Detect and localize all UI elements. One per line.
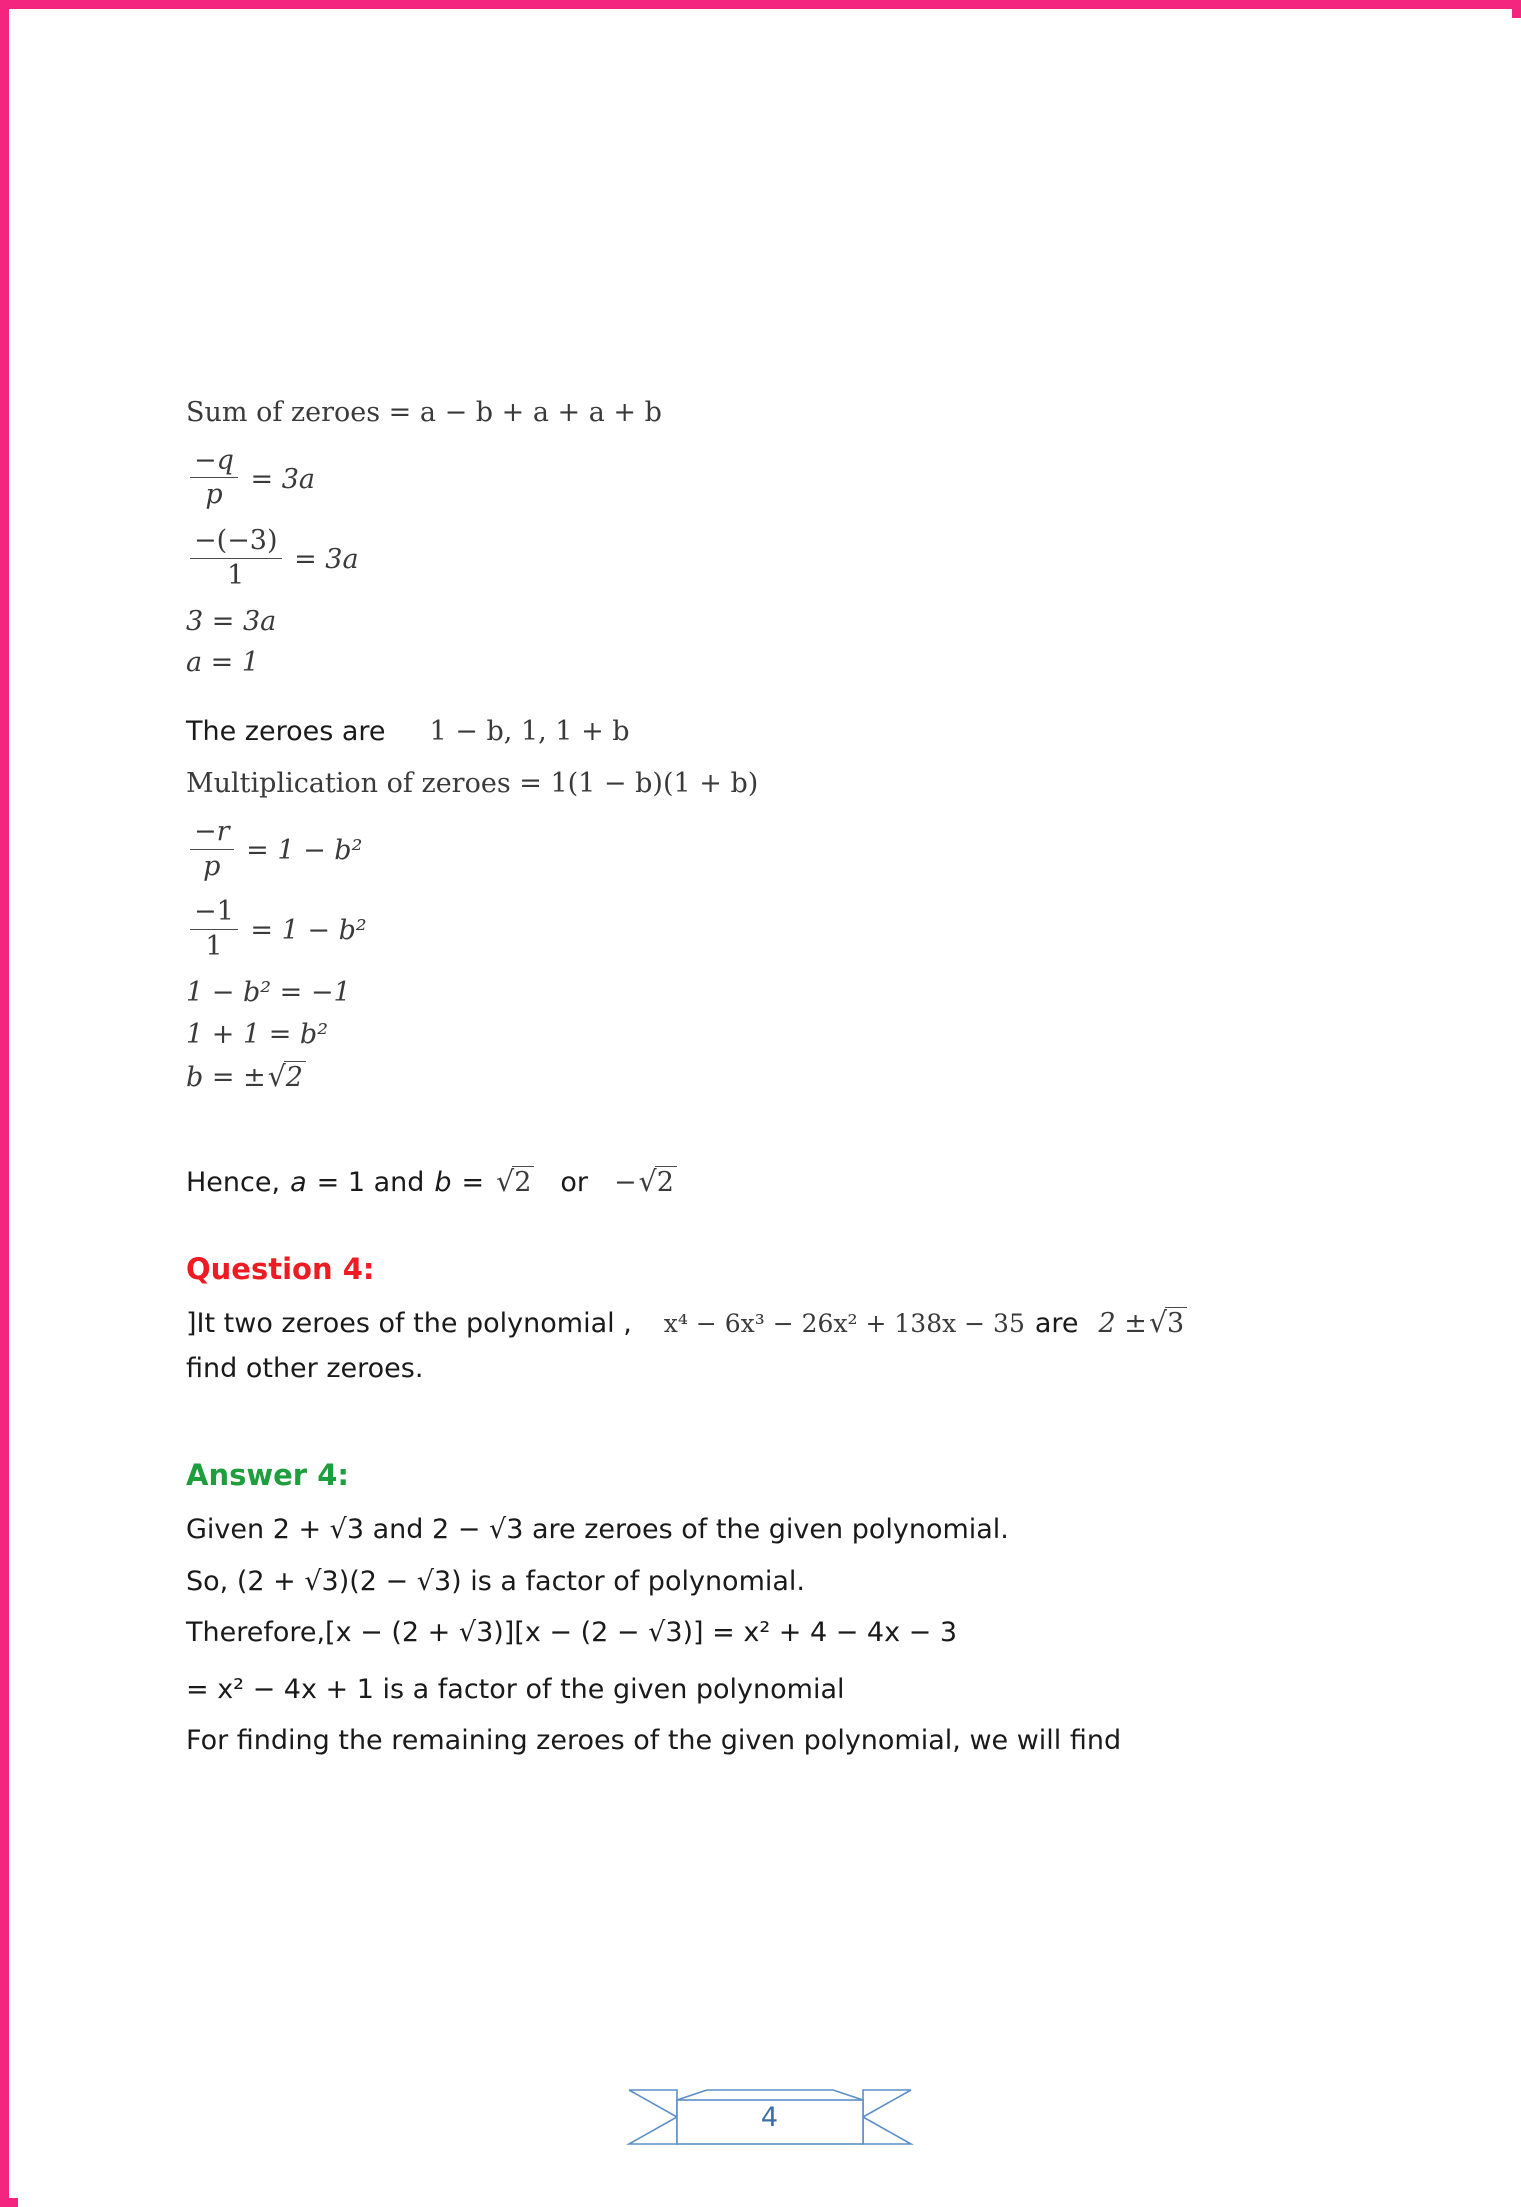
question-4-polynomial: x⁴ − 6x³ − 26x² + 138x − 35 [663, 1309, 1025, 1339]
sqrt-symbol: √2 [266, 1061, 306, 1093]
zeroes-label: The zeroes are [186, 716, 386, 748]
fraction-denominator: 1 [205, 931, 223, 963]
answer-4-line: Given 2 + √3 and 2 − √3 are zeroes of the given polynomial. [186, 1514, 1009, 1546]
equation-text: 3 = 3a [186, 605, 277, 637]
equation-1-plus-1-equals-b-squared [186, 1020, 1366, 1050]
hence-neg-sqrt2: −√2 [614, 1166, 677, 1198]
page-number: 4 [760, 2101, 779, 2133]
answer-4-line: Therefore,[x − (2 + √3)][x − (2 − √3)] = x² + 4 − 4x − 3 [186, 1616, 958, 1648]
fraction-numerator: −1 [190, 895, 238, 930]
fraction-denominator: 1 [227, 559, 245, 591]
equation-multiplication-of-zeroes [186, 769, 1366, 799]
zeroes-values: 1 − b, 1, 1 + b [429, 716, 630, 748]
equation-minus-1-over-1 [186, 897, 1366, 966]
equation-text: Multiplication of zeroes = 1(1 − b)(1 + b) [186, 768, 759, 800]
answer-4-line: So, (2 + √3)(2 − √3) is a factor of polynomial. [186, 1565, 806, 1597]
hence-a-value: = 1 and [316, 1166, 425, 1198]
hence-a-variable: a [290, 1166, 307, 1198]
question-4-roots: 2 ±√3 [1099, 1307, 1188, 1339]
equation-sum-of-zeroes [186, 398, 1366, 428]
question-4-heading: Question 4: [186, 1252, 375, 1287]
sqrt-radicand: 3 [1165, 1307, 1187, 1339]
roots-value: 2 ± [1098, 1308, 1147, 1340]
answer-4-heading: Answer 4: [186, 1458, 349, 1493]
equation-minus-neg3-over-1 [186, 526, 1366, 595]
minus-sign: − [614, 1166, 637, 1198]
fraction-numerator: −r [190, 815, 234, 850]
sqrt-radicand: 2 [655, 1166, 677, 1198]
question-4-line-1 [186, 1304, 1366, 1343]
equation-a-equals-1 [186, 648, 1366, 678]
fraction-minus-q-over-p [190, 444, 238, 513]
hence-prefix: Hence, [186, 1166, 281, 1198]
equation-text: 1 − b² = −1 [186, 976, 351, 1008]
hence-sqrt2: √2 [494, 1166, 534, 1198]
equation-lhs: b = ± [186, 1062, 266, 1094]
question-4-line-2: find other zeroes. [186, 1353, 424, 1385]
equation-rhs: = 3a [250, 463, 315, 495]
hence-or: or [560, 1166, 589, 1198]
fraction-minus-r-over-p [190, 815, 234, 884]
fraction-numerator: −(−3) [190, 524, 282, 559]
equation-rhs: = 3a [294, 543, 359, 575]
page-footer [18, 2078, 1521, 2156]
zeroes-row [186, 712, 1366, 751]
equation-b-equals-plus-minus-root2 [186, 1061, 1366, 1093]
document-content [186, 398, 1366, 1760]
sqrt-radicand: 2 [512, 1166, 534, 1198]
equation-1-minus-b-squared [186, 978, 1366, 1008]
sqrt-radicand: 2 [284, 1061, 306, 1093]
fraction-minus-1-over-1 [190, 895, 238, 964]
equation-minus-r-over-p [186, 817, 1366, 886]
equation-text: a = 1 [186, 647, 260, 679]
question-4-text-before: ]It two zeroes of the polynomial , [186, 1308, 632, 1340]
equation-3-equals-3a [186, 607, 1366, 637]
answer-4-line: For finding the remaining zeroes of the given polynomial, we will find [186, 1724, 1122, 1756]
fraction-denominator: p [203, 850, 221, 882]
fraction-numerator: −q [190, 444, 238, 479]
fraction-denominator: p [205, 479, 223, 511]
fraction-minus-neg3-over-1 [190, 524, 282, 593]
ribbon-graphic [625, 2078, 915, 2156]
equation-text: 1 + 1 = b² [186, 1018, 329, 1050]
question-4-are-label: are [1034, 1308, 1079, 1340]
equation-minus-q-over-p [186, 446, 1366, 515]
equation-rhs: = 1 − b² [250, 915, 367, 947]
equation-sum-of-zeroes-text: Sum of zeroes = a − b + a + a + b [186, 397, 662, 428]
hence-row [186, 1163, 1366, 1202]
hence-equals: = [461, 1166, 485, 1198]
equation-rhs: = 1 − b² [246, 834, 363, 866]
page-canvas [18, 18, 1521, 2207]
answer-4-line: = x² − 4x + 1 is a factor of the given polynomial [186, 1673, 845, 1705]
hence-b-variable: b [434, 1166, 452, 1198]
